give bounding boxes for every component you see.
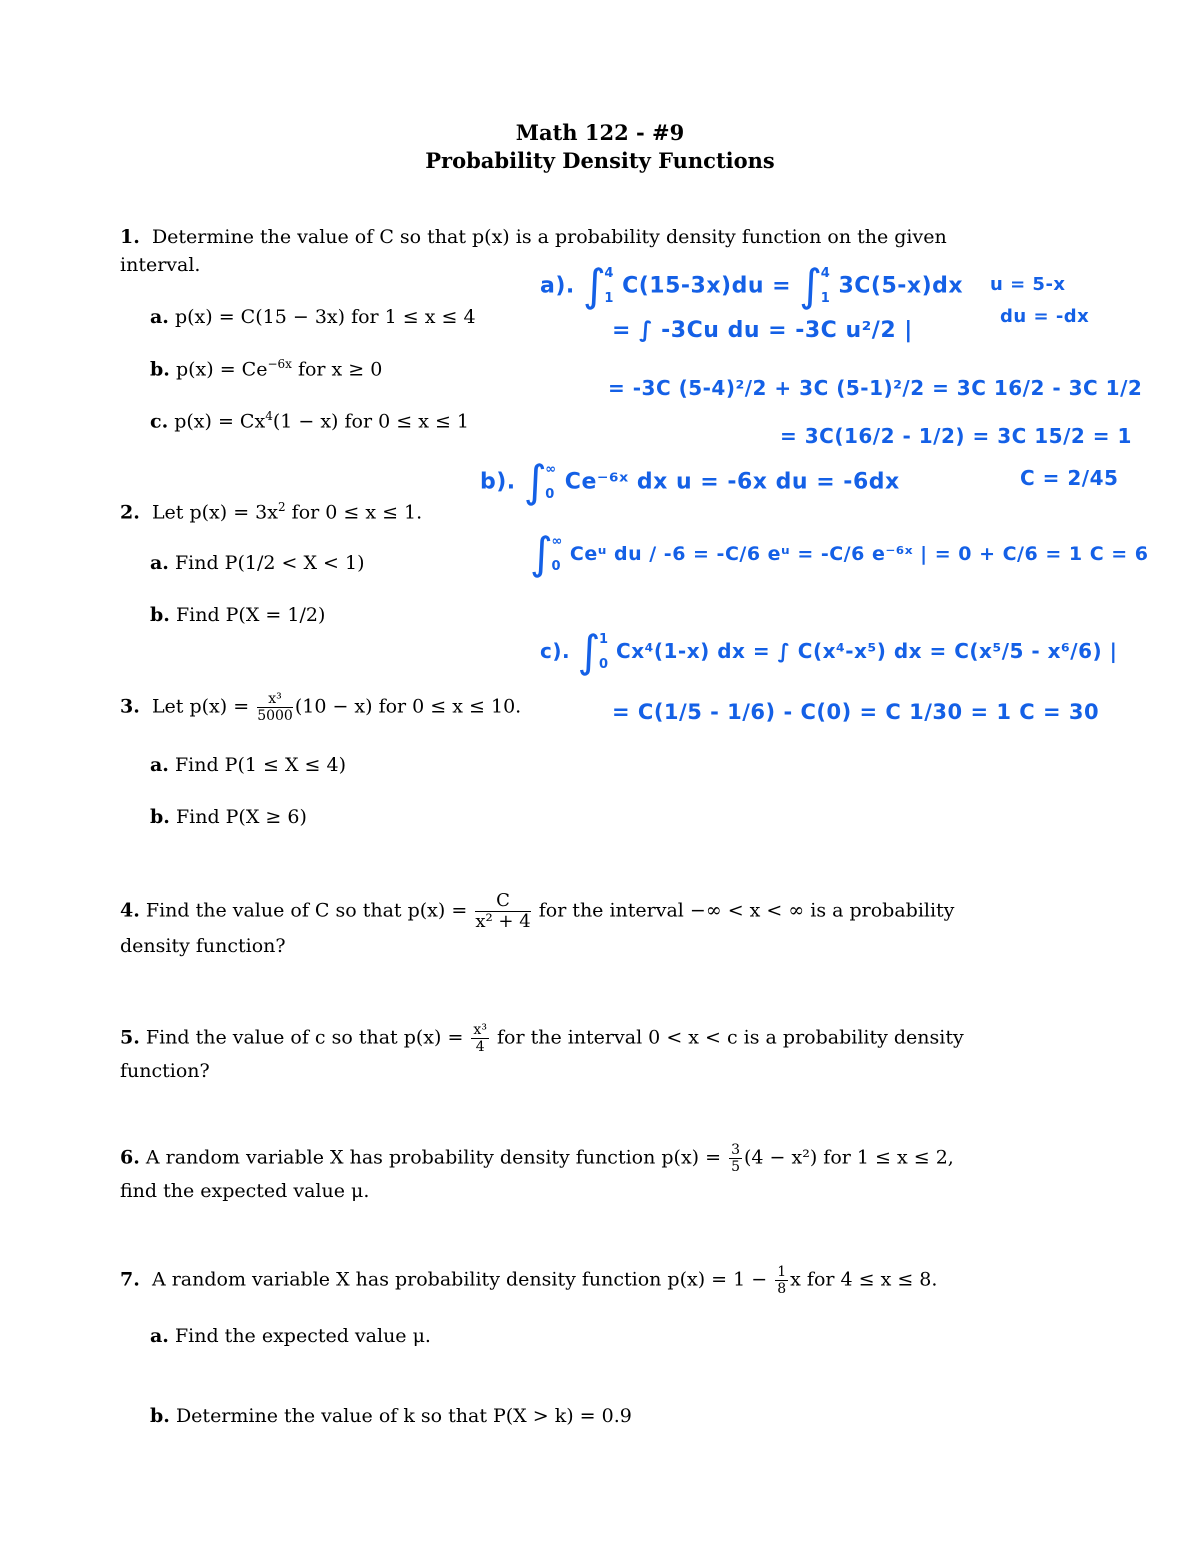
question-number: 7. <box>120 1268 140 1291</box>
question-5-cont: function? <box>120 1060 210 1082</box>
question-number: 5. <box>120 1026 140 1049</box>
part-label: a. <box>150 552 169 574</box>
question-text-post: (4 − x²) for 1 ≤ x ≤ 2, <box>744 1146 954 1169</box>
fraction: $\frac{C}{\text{x² + 4}}$ <box>475 890 531 932</box>
handwritten-label: b). <box>480 469 516 495</box>
part-text: Find P(X = 1/2) <box>175 604 326 626</box>
integral-sign-icon: ∫ <box>582 260 607 312</box>
question-text: A random variable X has probability density function p(x) = 1 − <box>151 1268 768 1291</box>
question-number: 4. <box>120 899 140 922</box>
handwritten-answer-1a: C = 2/45 <box>1020 466 1119 490</box>
part-label: b. <box>150 806 170 828</box>
handwritten-work-1a-line2: = ∫ -3Cu du = -3C u²/2 | <box>612 318 913 343</box>
handwritten-label: a). <box>540 273 575 299</box>
integral-sign-icon: ∫ <box>799 260 823 312</box>
question-number: 6. <box>120 1146 140 1169</box>
question-text: A random variable X has probability density function p(x) = <box>145 1146 722 1169</box>
handwritten-substitution-u: u = 5-x <box>990 274 1066 295</box>
exponent: −6x <box>267 357 292 371</box>
question-text-post: for 0 ≤ x ≤ 1. <box>285 501 423 524</box>
handwritten-label: c). <box>540 639 571 664</box>
question-text-post: for the interval 0 < x < c is a probability density <box>496 1026 964 1049</box>
integral-sign-icon: ∫ <box>523 456 548 508</box>
question-3 <box>120 692 521 723</box>
question-2 <box>120 500 422 523</box>
question-1c <box>150 409 469 432</box>
question-1b <box>150 357 382 380</box>
question-5 <box>120 1023 964 1054</box>
part-text: Find P(X ≥ 6) <box>175 806 307 828</box>
part-text-post: for x ≥ 0 <box>291 358 383 381</box>
fraction: $\frac{3}{5}$ <box>731 1142 741 1175</box>
question-2a <box>150 552 364 574</box>
question-7 <box>120 1265 937 1296</box>
part-label: c. <box>150 410 169 433</box>
question-1-cont: interval. <box>120 254 201 276</box>
part-label: a. <box>150 754 169 776</box>
part-text: p(x) = Cx <box>174 410 266 433</box>
exponent: 2 <box>277 500 286 514</box>
part-text: Find P(1 ≤ X ≤ 4) <box>174 754 346 776</box>
handwritten-expr: Ceᵘ du / -6 = -C/6 eᵘ = -C/6 e⁻⁶ˣ | = 0 + C/6 = 1 C = 6 <box>569 543 1149 566</box>
handwritten-work-1c-line1 <box>540 628 1117 677</box>
question-text: Let p(x) = 3x <box>151 501 278 524</box>
question-text-post: for the interval −∞ < x < ∞ is a probability <box>538 899 955 922</box>
question-1a <box>150 306 476 328</box>
question-text: Let p(x) = <box>151 695 250 718</box>
question-number: 2. <box>120 501 140 524</box>
question-text: Determine the value of C so that p(x) is a probability density function on the given <box>151 226 947 248</box>
part-label: b. <box>150 358 170 381</box>
integral-sign-icon: ∫ <box>577 626 601 678</box>
fraction: $\frac{1}{8}$ <box>777 1264 787 1297</box>
handwritten-work-1b-line1 <box>480 458 900 507</box>
handwritten-work-1a-line4: = 3C(16/2 - 1/2) = 3C 15/2 = 1 <box>780 424 1132 448</box>
question-text-post: (10 − x) for 0 ≤ x ≤ 10. <box>294 695 522 718</box>
question-4 <box>120 892 954 931</box>
question-number: 1. <box>120 226 140 248</box>
handwritten-expr: Cx⁴(1-x) dx = ∫ C(x⁴-x⁵) dx = C(x⁵/5 - x⁶/6) | <box>616 639 1118 664</box>
part-text: Determine the value of k so that P(X > k) = 0.9 <box>175 1405 632 1427</box>
handwritten-work-1b-line2 <box>530 530 1149 579</box>
question-6 <box>120 1143 954 1174</box>
part-label: b. <box>150 1405 170 1427</box>
fraction: $\frac{\text{x³}}{4}$ <box>473 1022 487 1055</box>
handwritten-work-1c-line2: = C(1/5 - 1/6) - C(0) = C 1/30 = 1 C = 30 <box>612 700 1100 724</box>
page-title: Math 122 - #9 <box>515 120 685 145</box>
question-2b <box>150 604 325 626</box>
integral-limits: 4 1 <box>820 266 831 306</box>
question-7a <box>150 1325 431 1347</box>
handwritten-expr: C(15-3x)du = <box>622 273 792 299</box>
question-text-post: x for 4 ≤ x ≤ 8. <box>790 1268 938 1291</box>
question-1 <box>120 226 947 248</box>
part-label: a. <box>150 306 169 328</box>
part-text: p(x) = Ce <box>175 358 268 381</box>
integral-sign-icon: ∫ <box>530 528 554 580</box>
question-3a <box>150 754 346 776</box>
question-text: Find the value of C so that p(x) = <box>145 899 468 922</box>
part-label: b. <box>150 604 170 626</box>
part-text: p(x) = C(15 − 3x) for 1 ≤ x ≤ 4 <box>174 306 476 328</box>
page-subtitle: Probability Density Functions <box>425 148 775 173</box>
handwritten-work-1a-line1 <box>540 262 963 311</box>
integral-limits: 4 1 <box>604 266 614 306</box>
part-label: a. <box>150 1325 169 1347</box>
question-7b <box>150 1405 632 1427</box>
question-text: Find the value of c so that p(x) = <box>145 1026 464 1049</box>
question-number: 3. <box>120 695 140 718</box>
exponent: 4 <box>265 409 273 423</box>
integral-limits: 1 0 <box>599 632 609 672</box>
question-6-cont: find the expected value μ. <box>120 1180 370 1202</box>
question-4-cont: density function? <box>120 935 286 957</box>
handwritten-expr: 3C(5-x)dx <box>838 273 964 299</box>
integral-limits: ∞ 0 <box>551 534 563 574</box>
handwritten-substitution-du: du = -dx <box>1000 306 1090 327</box>
fraction: $\frac{\text{x³}}{5000}$ <box>257 691 293 724</box>
integral-limits: ∞ 0 <box>545 462 557 502</box>
part-text: Find the expected value μ. <box>174 1325 431 1347</box>
part-text: Find P(1/2 < X < 1) <box>174 552 365 574</box>
question-3b <box>150 806 307 828</box>
part-text-post: (1 − x) for 0 ≤ x ≤ 1 <box>272 410 469 433</box>
handwritten-expr: Ce⁻⁶ˣ dx u = -6x du = -6dx <box>564 469 900 495</box>
handwritten-work-1a-line3: = -3C (5-4)²/2 + 3C (5-1)²/2 = 3C 16/2 - 3C 1/2 <box>608 376 1143 400</box>
